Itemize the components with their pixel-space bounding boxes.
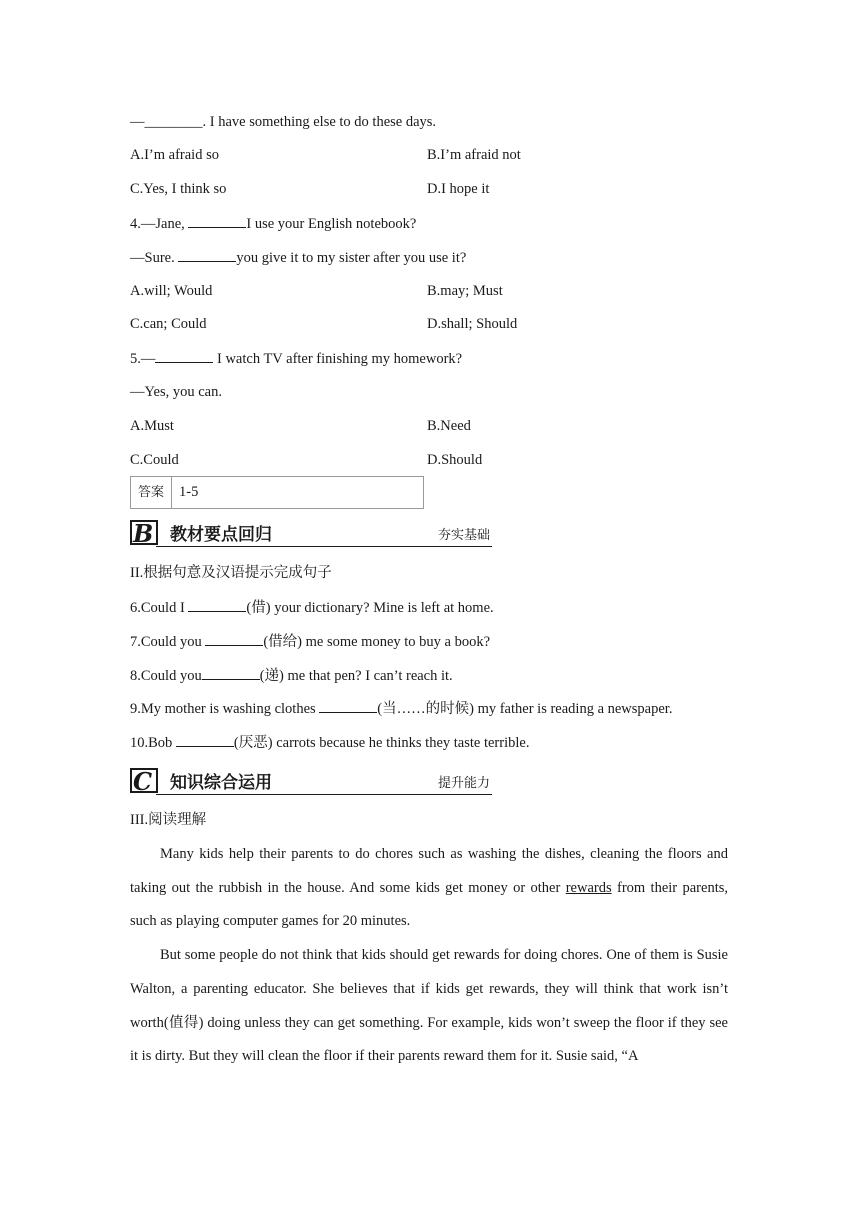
- option-c: C.can; Could: [130, 316, 207, 332]
- option-c: C.Could: [130, 452, 179, 468]
- section-b-subtitle: 夯实基础: [437, 528, 490, 543]
- q10: 10.Bob (厌恶) carrots because he thinks they taste terrible.: [130, 732, 529, 753]
- q9: 9.My mother is washing clothes (当……的时候) my father is reading a newspaper.: [130, 698, 672, 719]
- q8: 8.Could you (递) me that pen? I can’t reach it.: [130, 665, 453, 686]
- section-b-title: 教材要点回归: [170, 525, 272, 545]
- option-a: A.Must: [130, 418, 174, 434]
- answer-blank[interactable]: [205, 631, 263, 646]
- option-b: B.Need: [427, 418, 471, 434]
- option-d: D.shall; Should: [427, 316, 518, 332]
- section-c-title: 知识综合运用: [170, 773, 272, 793]
- option-a: A.I’m afraid so: [130, 147, 219, 163]
- section-c-header: [130, 765, 492, 795]
- section-c-badge: C: [130, 768, 158, 793]
- part3-heading: III.阅读理解: [130, 812, 207, 828]
- reading-passage: [130, 838, 728, 1074]
- answer-blank[interactable]: [188, 597, 246, 612]
- q5-reply: —Yes, you can.: [130, 384, 222, 400]
- q5-stem: 5.— I watch TV after finishing my homework?: [130, 348, 462, 369]
- q6: 6.Could I (借) your dictionary? Mine is left at home.: [130, 597, 494, 618]
- answer-blank[interactable]: [178, 247, 236, 262]
- underlined-word: rewards: [565, 879, 612, 896]
- paragraph-2: But some people do not think that kids should get rewards for doing chores. One of them is Susie Walton, a parenting educator. She believes that if kids get rewards, they will think that work isn’t worth(值得) doing unless they can get something. For example, kids won’t sweep the floor if they see it is dirty. But they will clean the floor if their parents reward them for it. Susie said, “A: [130, 947, 728, 1065]
- answer-box: [130, 476, 424, 509]
- option-c: C.Yes, I think so: [130, 181, 227, 197]
- paragraph-1: Many kids help their parents to do chores such as washing the dishes, cleaning the floors and taking out the rubbish in the house. And some kids get money or other rewards from their parents, such as playing computer games for 20 minutes.: [130, 846, 728, 930]
- section-divider: [156, 546, 492, 547]
- q4-stem: 4.—Jane, I use your English notebook?: [130, 213, 416, 234]
- section-b-badge: B: [130, 520, 158, 545]
- option-b: B.may; Must: [427, 283, 503, 299]
- q4-reply: —Sure. you give it to my sister after you use it?: [130, 247, 466, 268]
- answer-label: 答案: [131, 477, 172, 508]
- option-d: D.Should: [427, 452, 483, 468]
- q3-reply: —________. I have something else to do these days.: [130, 114, 437, 130]
- option-a: A.will; Would: [130, 283, 213, 299]
- section-b-header: [130, 517, 492, 547]
- q7: 7.Could you (借给) me some money to buy a book?: [130, 631, 490, 652]
- answer-blank[interactable]: [319, 698, 377, 713]
- option-d: D.I hope it: [427, 181, 490, 197]
- part2-heading: II.根据句意及汉语提示完成句子: [130, 565, 332, 581]
- answer-blank[interactable]: [188, 213, 246, 228]
- answer-blank[interactable]: [155, 348, 213, 363]
- answer-blank[interactable]: [176, 732, 234, 747]
- answer-value: 1-5: [179, 484, 199, 500]
- answer-blank[interactable]: [202, 665, 260, 680]
- section-divider: [156, 794, 492, 795]
- option-b: B.I’m afraid not: [427, 147, 521, 163]
- section-c-subtitle: 提升能力: [437, 776, 490, 791]
